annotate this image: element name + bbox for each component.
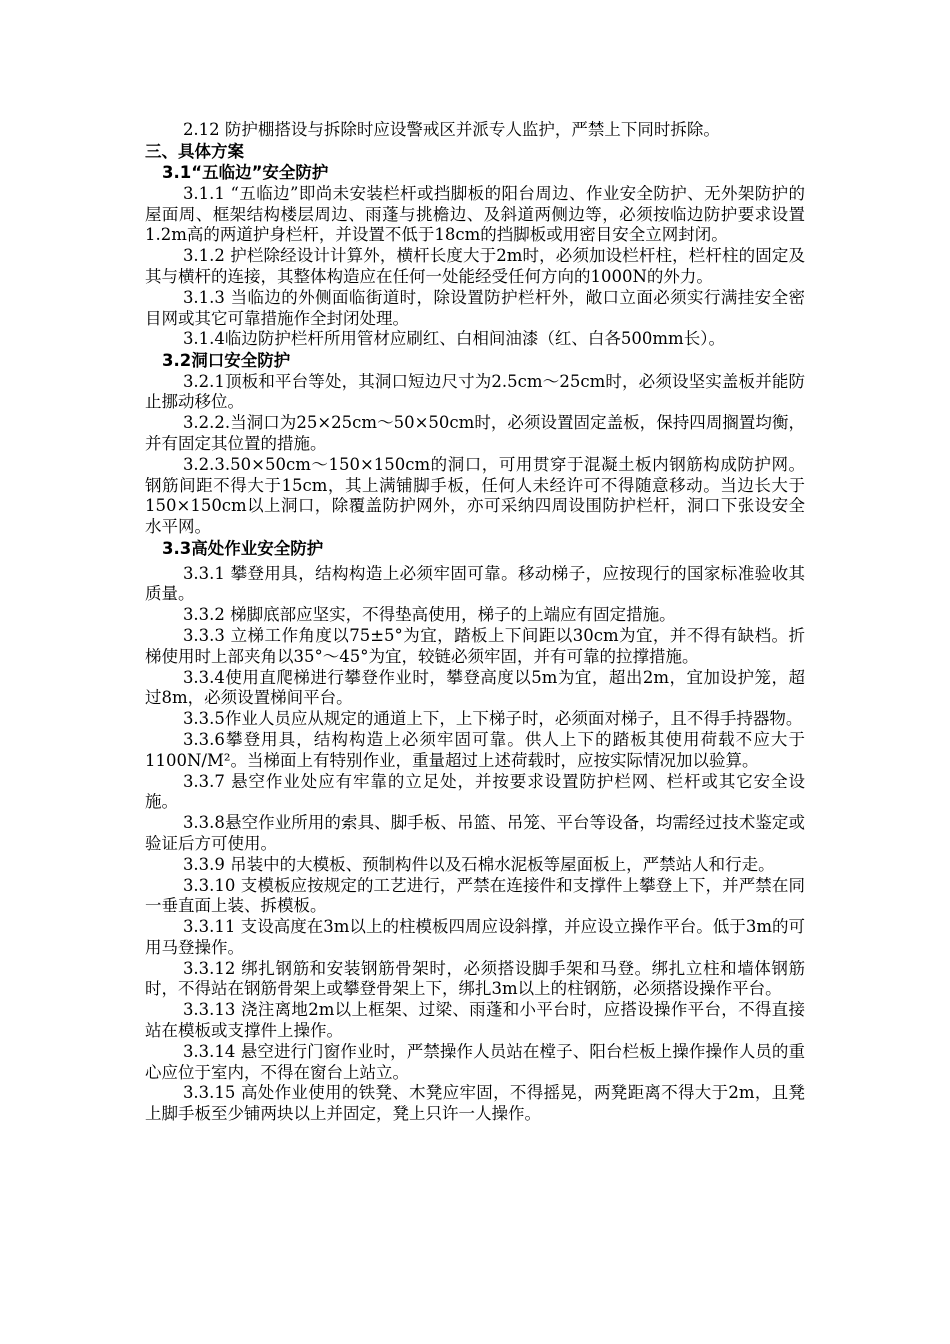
clause-3-3-6: 3.3.6攀登用具，结构构造上必须牢固可靠。供人上下的踏板其使用荷载不应大于1100N/M²。当梯面上有特别作业，重量超过上述荷载时，应按实际情况加以验算。 xyxy=(145,729,805,770)
clause-3-3-11: 3.3.11 支设高度在3m以上的柱模板四周应设斜撑，并应设立操作平台。低于3m的可用马登操作。 xyxy=(145,917,805,957)
clause-2-12: 2.12 防护棚搭设与拆除时应设警戒区并派专人监护，严禁上下同时拆除。 xyxy=(182,120,720,139)
clause-3-3-5: 3.3.5作业人员应从规定的通道上下，上下梯子时，必须面对梯子，且不得手持器物。 xyxy=(182,709,803,729)
clause-3-3-1: 3.3.1 攀登用具，结构构造上必须牢固可靠。移动梯子，应按现行的国家标准验收其质量。 xyxy=(145,563,805,604)
clause-3-3-10: 3.3.10 支模板应按规定的工艺进行，严禁在连接件和支撑件上攀登上下，并严禁在同一垂直面上装、拆模板。 xyxy=(145,875,805,916)
clause-3-1-2: 3.1.2 护栏除经设计计算外，横杆长度大于2m时，必须加设栏杆柱，栏杆柱的固定及其与横杆的连接，其整体构造应在任何一处能经受任何方向的1000N的外力。 xyxy=(145,246,805,286)
subsection-heading-3-1: 3.1“五临边”安全防护 xyxy=(162,163,329,183)
clause-3-1-1: 3.1.1 “五临边”即尚未安装栏杆或挡脚板的阳台周边、作业安全防护、无外架防护的屋面周、框架结构楼层周边、雨蓬与挑檐边、及斜道两侧边等，必须按临边防护要求设置1.2m高的两道护身栏杆，并设置不低于18cm的挡脚板或用密目安全立网封闭。 xyxy=(145,183,805,245)
clause-3-2-3: 3.2.3.50×50cm～150×150cm的洞口，可用贯穿于混凝土板内钢筋构成防护网。钢筋间距不得大于15cm，其上满铺脚手板，任何人未经许可不得随意移动。当边长大于150×150cm以上洞口，除覆盖防护网外，亦可采纳四周设围防护栏杆，洞口下张设安全水平网。 xyxy=(145,454,805,537)
clause-3-2-2: 3.2.2.当洞口为25×25cm～50×50cm时，必须设置固定盖板，保持四周搁置均衡，并有固定其位置的措施。 xyxy=(145,413,805,454)
clause-3-2-1: 3.2.1顶板和平台等处，其洞口短边尺寸为2.5cm～25cm时，必须设坚实盖板并能防止挪动移位。 xyxy=(145,371,805,412)
subsection-heading-3-3: 3.3高处作业安全防护 xyxy=(162,539,324,559)
document-page xyxy=(145,120,805,1125)
clause-3-3-15: 3.3.15 高处作业使用的铁凳、木凳应牢固，不得摇晃，两凳距离不得大于2m，且凳上脚手板至少铺两块以上并固定，凳上只许一人操作。 xyxy=(145,1083,805,1124)
clause-3-3-3: 3.3.3 立梯工作角度以75±5°为宜，踏板上下间距以30cm为宜，并不得有缺档。折梯使用时上部夹角以35°～45°为宜，较链必须牢固，并有可靠的拉撑措施。 xyxy=(145,625,805,666)
subsection-heading-3-2: 3.2洞口安全防护 xyxy=(162,351,291,371)
clause-3-3-9: 3.3.9 吊装中的大模板、预制构件以及石棉水泥板等屋面板上，严禁站人和行走。 xyxy=(182,854,775,874)
clause-3-3-12: 3.3.12 绑扎钢筋和安装钢筋骨架时，必须搭设脚手架和马登。绑扎立柱和墙体钢筋时，不得站在钢筋骨架上或攀登骨架上下，绑扎3m以上的柱钢筋，必须搭设操作平台。 xyxy=(145,958,805,999)
section-heading-3: 三、具体方案 xyxy=(145,141,244,161)
clause-3-3-8: 3.3.8悬空作业所用的索具、脚手板、吊篮、吊笼、平台等设备，均需经过技术鉴定或验证后方可使用。 xyxy=(145,813,805,853)
clause-3-3-2: 3.3.2 梯脚底部应坚实，不得垫高使用，梯子的上端应有固定措施。 xyxy=(182,605,676,625)
clause-3-1-3: 3.1.3 当临边的外侧面临街道时，除设置防护栏杆外，敞口立面必须实行满挂安全密目网或其它可靠措施作全封闭处理。 xyxy=(145,287,805,328)
clause-3-3-7: 3.3.7 悬空作业处应有牢靠的立足处，并按要求设置防护栏网、栏杆或其它安全设施。 xyxy=(145,771,805,812)
clause-3-1-4: 3.1.4临边防护栏杆所用管材应刷红、白相间油漆（红、白各500mm长）。 xyxy=(182,329,725,349)
clause-3-3-13: 3.3.13 浇注离地2m以上框架、过梁、雨蓬和小平台时，应搭设操作平台，不得直接站在模板或支撑件上操作。 xyxy=(145,1000,805,1041)
clause-3-3-14: 3.3.14 悬空进行门窗作业时，严禁操作人员站在樘子、阳台栏板上操作操作人员的重心应位于室内，不得在窗台上站立。 xyxy=(145,1041,805,1082)
clause-3-3-4: 3.3.4使用直爬梯进行攀登作业时，攀登高度以5m为宜，超出2m，宜加设护笼，超过8m，必须设置梯间平台。 xyxy=(145,667,805,708)
